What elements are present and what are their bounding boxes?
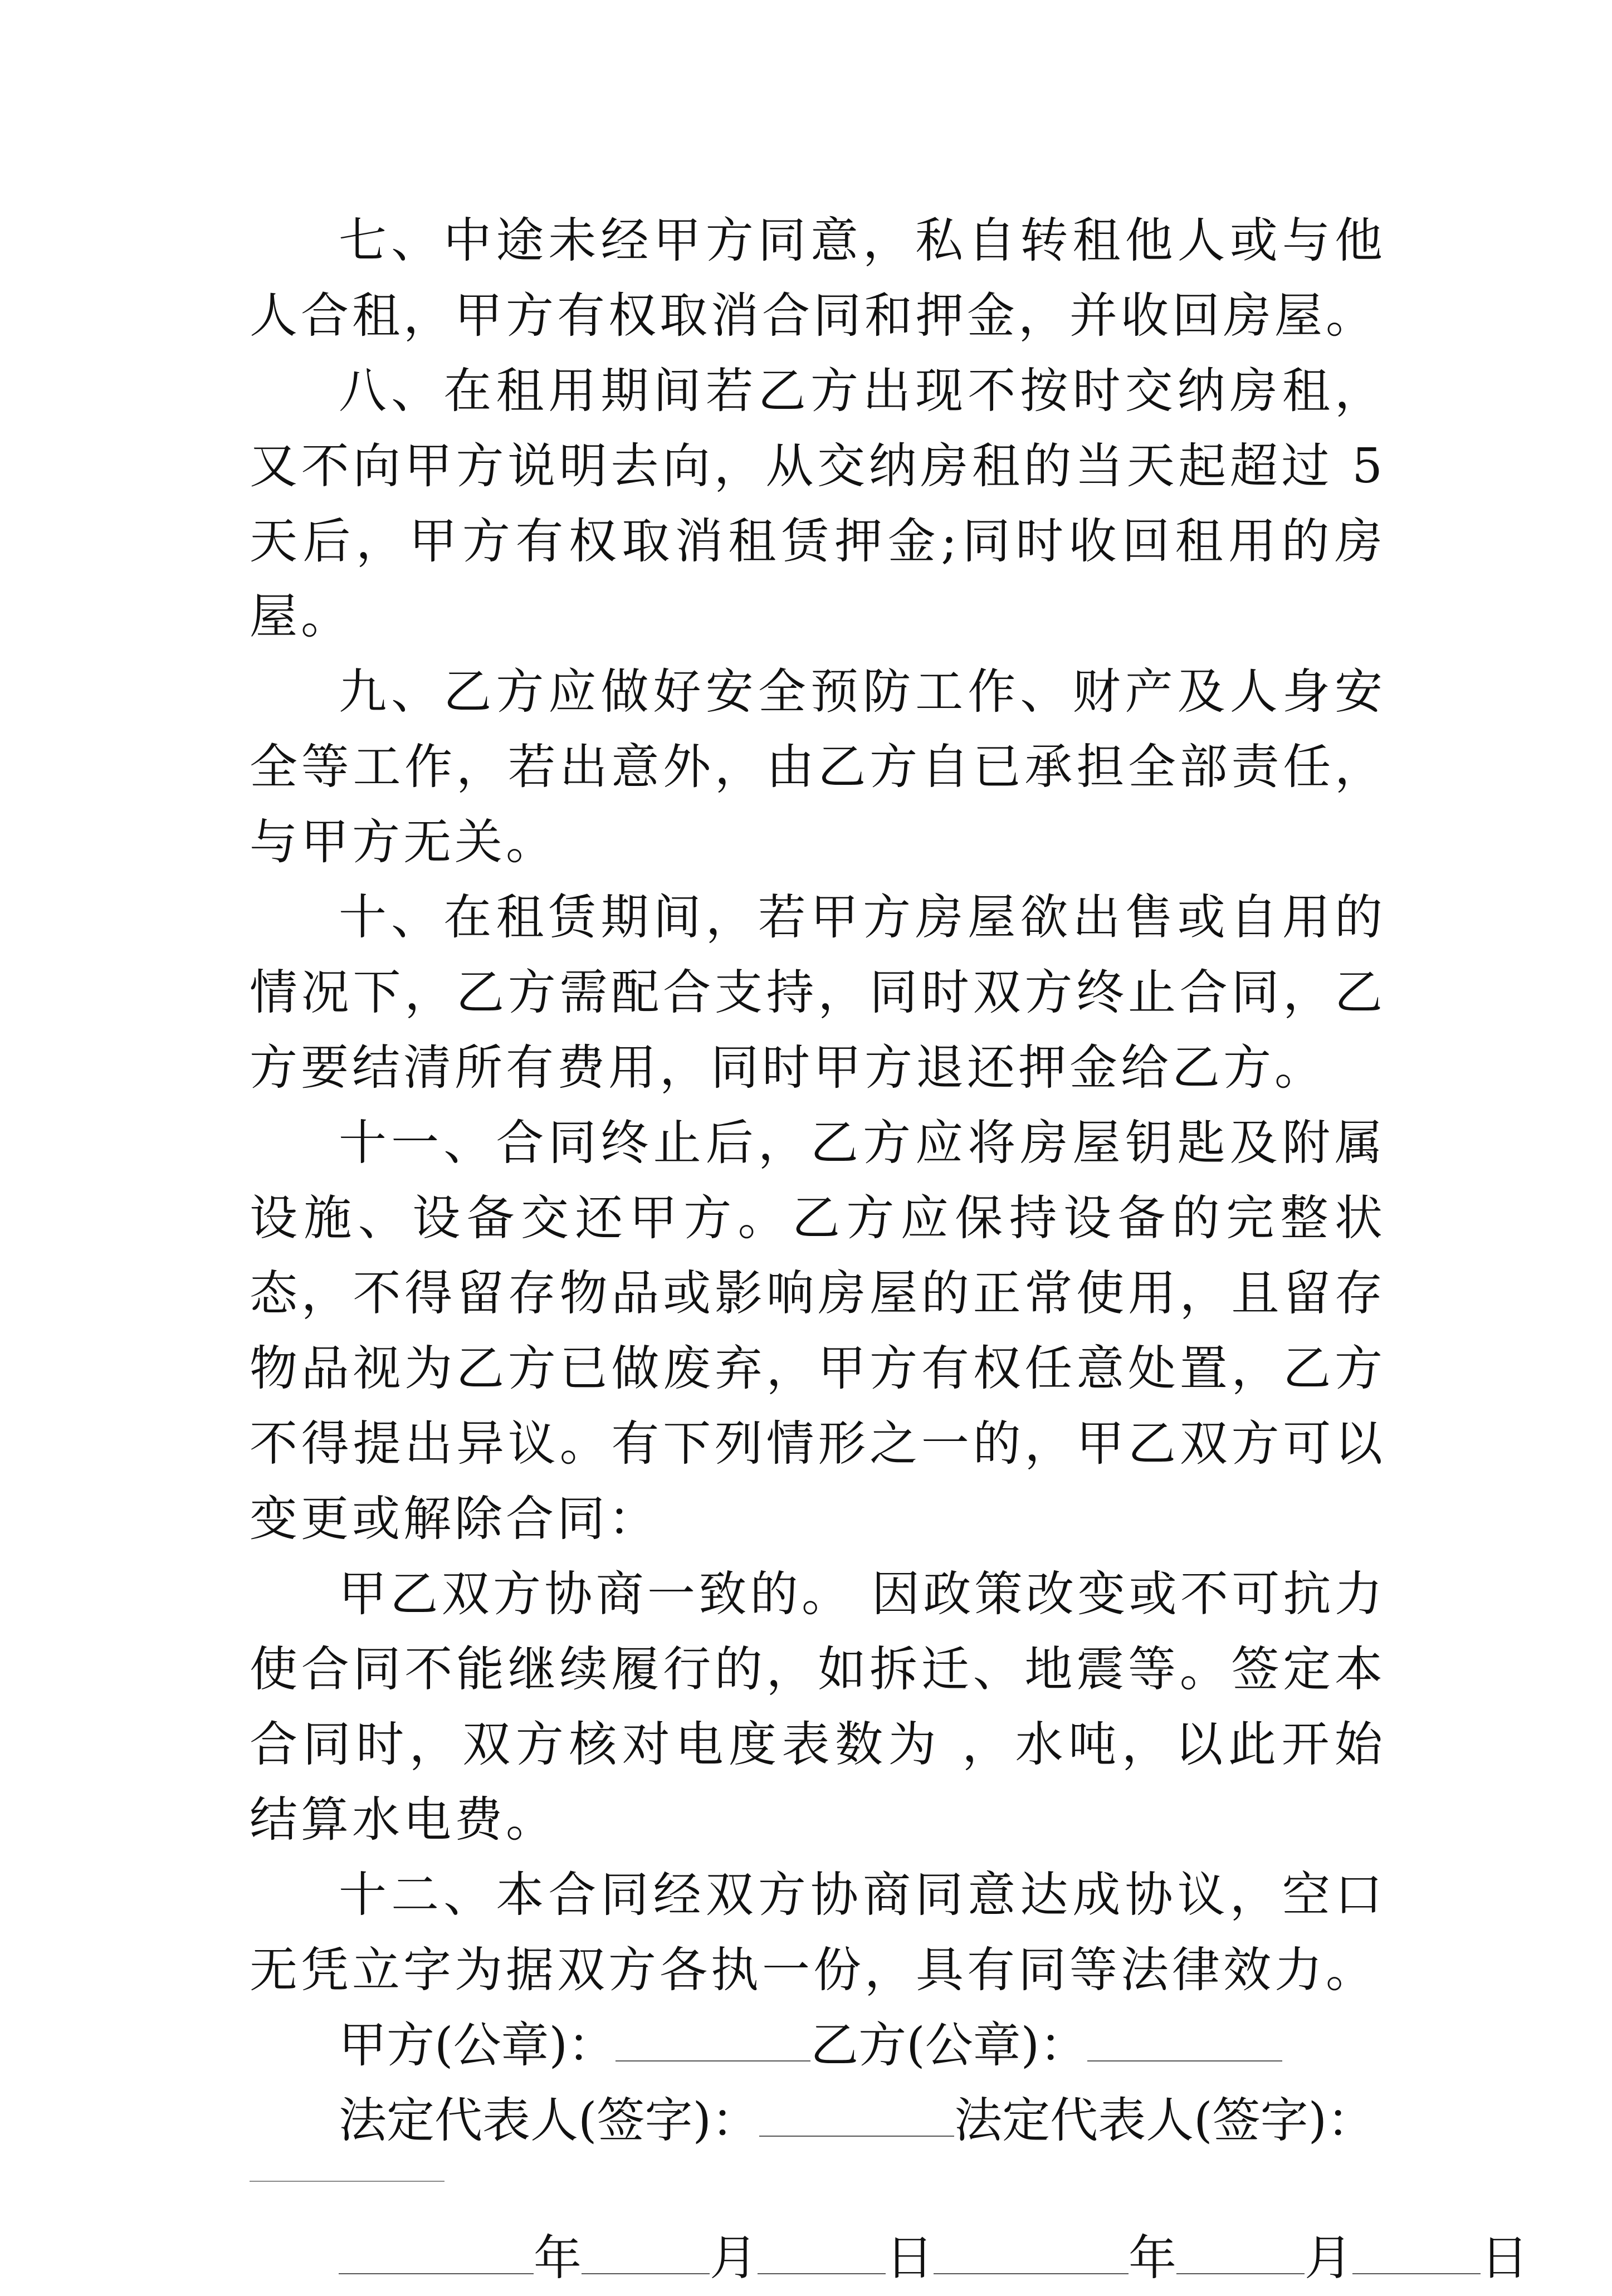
day-a-blank [758,2230,886,2274]
clause-7: 七、中途未经甲方同意，私自转租他人或与他人合租，甲方有权取消合同和押金，并收回房屋。 [250,213,1386,344]
clause-9: 九、乙方应做好安全预防工作、财产及人身安全等工作，若出意外，由乙方自已承担全部责任，与甲方无关。 [250,664,1386,870]
rep-b-blank [250,2181,444,2182]
rep-b-label: 法定代表人(签字)： [954,2093,1375,2148]
year-a-label: 年 [534,2230,582,2286]
date-line [250,2221,1528,2296]
month-a-blank [582,2230,710,2274]
year-b-label: 年 [1129,2230,1176,2286]
clause-11-continued: 甲乙双方协商一致的。 因政策改变或不可抗力使合同不能继续履行的，如拆迁、地震等。签定本合同时，双方核对电度表数为 ，水吨，以此开始结算水电费。 [250,1566,1386,1848]
month-b-label: 月 [1305,2230,1352,2286]
day-b-blank [1352,2230,1481,2274]
rep-a-label: 法定代表人(签字)： [339,2093,760,2148]
representative-line [250,2083,1386,2158]
clause-11: 十一、合同终止后，乙方应将房屋钥匙及附属设施、设备交还甲方。乙方应保持设备的完整状态，不得留存物品或影响房屋的正常使用，且留存物品视为乙方已做废弃，甲方有权任意处置，乙方不得提出异议。有下列情形之一的，甲乙双方可以变更或解除合同： [250,1115,1386,1547]
party-a-seal-label: 甲方(公章)： [339,2017,616,2073]
month-a-label: 月 [710,2230,758,2286]
year-b-blank [934,2230,1129,2274]
clause-10: 十、在租赁期间，若甲方房屋欲出售或自用的情况下，乙方需配合支持，同时双方终止合同，乙方要结清所有费用，同时甲方退还押金给乙方。 [250,890,1386,1096]
day-b-label: 日 [1481,2230,1528,2286]
party-a-seal-blank [616,2017,810,2061]
day-a-label: 日 [886,2230,934,2286]
month-b-blank [1176,2230,1305,2274]
clause-12: 十二、本合同经双方协商同意达成协议，空口无凭立字为据双方各执一份，具有同等法律效力。 [250,1867,1386,1998]
year-a-blank [339,2230,534,2274]
document-body [250,203,1528,2296]
party-b-seal-blank [1087,2017,1282,2061]
party-b-seal-label: 乙方(公章)： [810,2017,1088,2073]
clause-8: 八、在租用期间若乙方出现不按时交纳房租，又不向甲方说明去向，从交纳房租的当天起超过 5 天后，甲方有权取消租赁押金;同时收回租用的房屋。 [250,363,1405,644]
rep-a-blank [759,2093,954,2137]
seal-line [250,2008,1386,2083]
